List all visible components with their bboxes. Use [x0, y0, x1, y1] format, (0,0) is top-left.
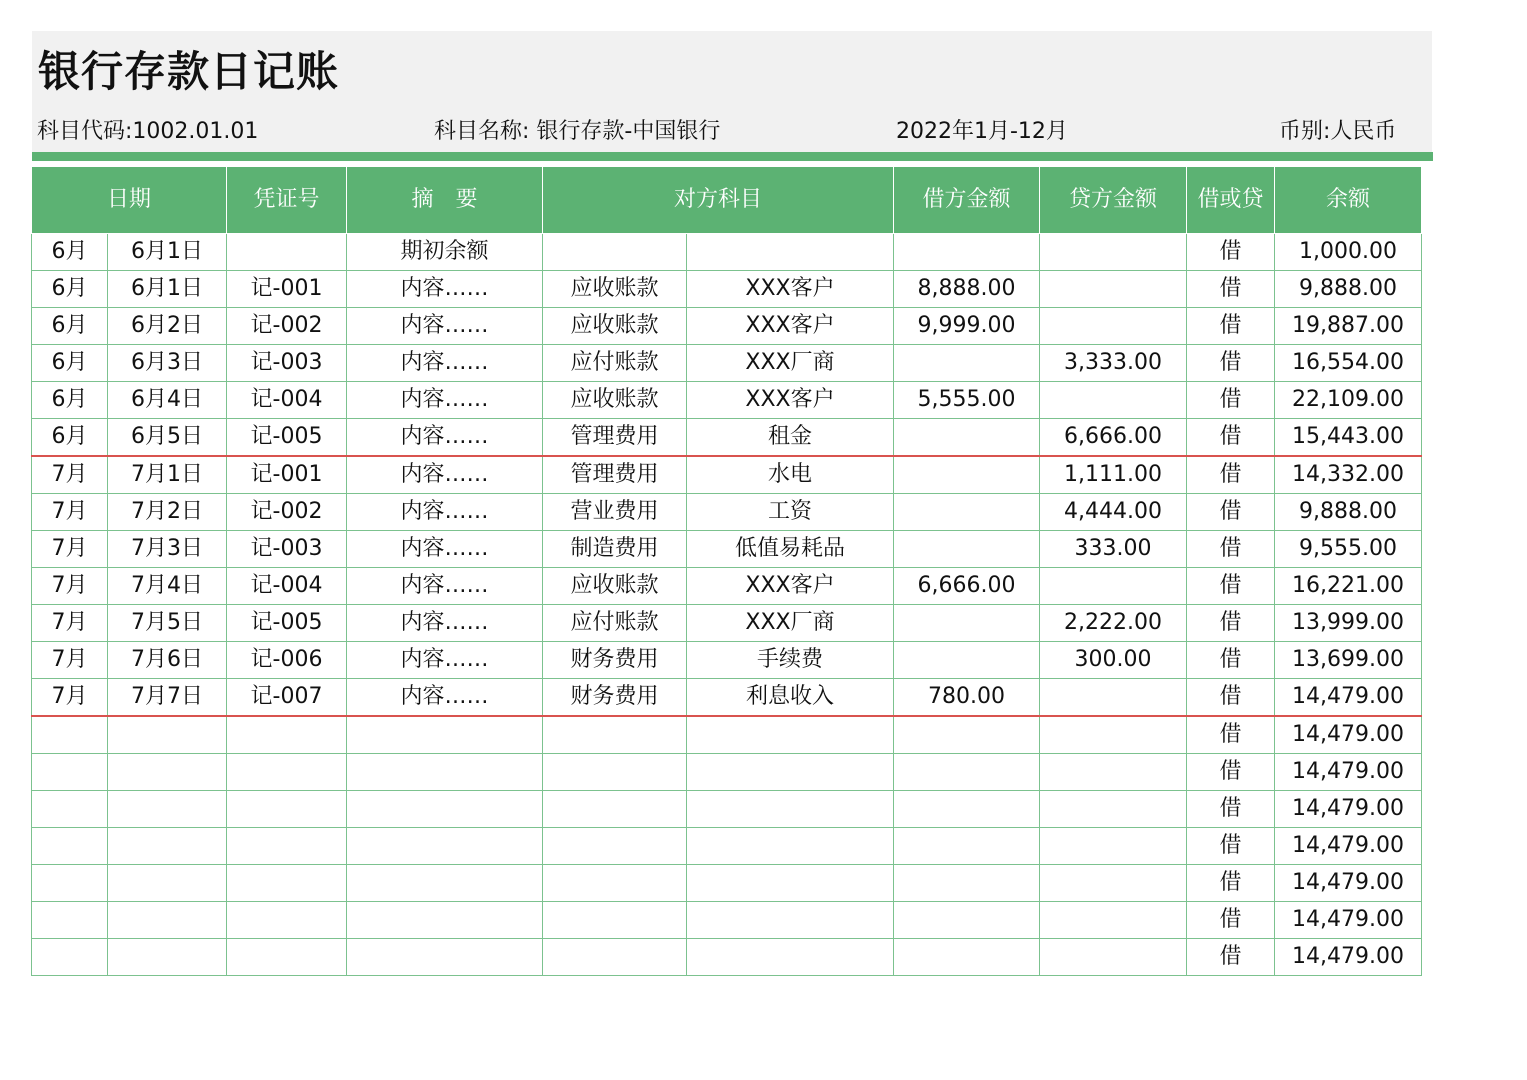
cell-detail: 利息收入	[687, 679, 894, 717]
cell-debit: 5,555.00	[894, 382, 1040, 419]
cell-debit	[894, 345, 1040, 382]
cell-balance: 13,699.00	[1275, 642, 1422, 679]
cell-month	[32, 828, 108, 865]
cell-day	[108, 902, 227, 939]
cell-balance: 19,887.00	[1275, 308, 1422, 345]
cell-summary: 内容……	[347, 382, 543, 419]
cell-detail	[687, 754, 894, 791]
cell-credit	[1040, 754, 1187, 791]
cell-debit	[894, 828, 1040, 865]
cell-direction: 借	[1187, 605, 1275, 642]
cell-month: 7月	[32, 494, 108, 531]
cell-detail: 水电	[687, 456, 894, 494]
table-row	[32, 494, 1422, 531]
ledger-table	[31, 166, 1422, 976]
cell-voucher	[227, 716, 347, 754]
cell-detail	[687, 716, 894, 754]
header-balance: 余额	[1275, 167, 1422, 234]
cell-detail: XXX厂商	[687, 605, 894, 642]
cell-balance: 9,888.00	[1275, 494, 1422, 531]
account-code: 科目代码:1002.01.01	[37, 119, 259, 144]
cell-account: 财务费用	[543, 642, 687, 679]
cell-credit	[1040, 308, 1187, 345]
cell-voucher	[227, 865, 347, 902]
cell-day: 7月4日	[108, 568, 227, 605]
cell-month: 7月	[32, 605, 108, 642]
cell-voucher: 记-001	[227, 271, 347, 308]
cell-balance: 9,888.00	[1275, 271, 1422, 308]
cell-month: 6月	[32, 234, 108, 271]
cell-account	[543, 902, 687, 939]
cell-debit: 9,999.00	[894, 308, 1040, 345]
cell-debit	[894, 791, 1040, 828]
cell-debit	[894, 902, 1040, 939]
cell-day: 6月3日	[108, 345, 227, 382]
table-row	[32, 865, 1422, 902]
cell-day	[108, 939, 227, 976]
cell-summary: 内容……	[347, 271, 543, 308]
cell-voucher: 记-003	[227, 345, 347, 382]
cell-detail: 低值易耗品	[687, 531, 894, 568]
cell-balance: 14,332.00	[1275, 456, 1422, 494]
cell-credit	[1040, 382, 1187, 419]
cell-detail: 租金	[687, 419, 894, 457]
table-row	[32, 271, 1422, 308]
cell-credit	[1040, 716, 1187, 754]
cell-balance: 14,479.00	[1275, 679, 1422, 717]
cell-detail: XXX客户	[687, 568, 894, 605]
cell-detail	[687, 791, 894, 828]
cell-month: 7月	[32, 456, 108, 494]
cell-voucher	[227, 234, 347, 271]
table-row	[32, 679, 1422, 717]
header-summary: 摘 要	[347, 167, 543, 234]
cell-debit	[894, 865, 1040, 902]
cell-day	[108, 828, 227, 865]
cell-detail	[687, 939, 894, 976]
cell-account	[543, 791, 687, 828]
cell-balance: 14,479.00	[1275, 754, 1422, 791]
cell-day: 7月6日	[108, 642, 227, 679]
cell-debit	[894, 716, 1040, 754]
cell-credit	[1040, 271, 1187, 308]
cell-account	[543, 754, 687, 791]
cell-credit: 4,444.00	[1040, 494, 1187, 531]
cell-voucher: 记-007	[227, 679, 347, 717]
cell-summary: 内容……	[347, 308, 543, 345]
cell-account: 应收账款	[543, 382, 687, 419]
cell-day: 6月1日	[108, 234, 227, 271]
cell-account	[543, 716, 687, 754]
header-divider	[32, 152, 1433, 161]
table-row	[32, 939, 1422, 976]
cell-day	[108, 754, 227, 791]
cell-debit	[894, 939, 1040, 976]
cell-detail: XXX客户	[687, 382, 894, 419]
cell-balance: 9,555.00	[1275, 531, 1422, 568]
cell-summary: 内容……	[347, 419, 543, 457]
period: 2022年1月-12月	[896, 119, 1068, 144]
cell-month	[32, 716, 108, 754]
cell-month: 6月	[32, 271, 108, 308]
cell-direction: 借	[1187, 271, 1275, 308]
cell-month	[32, 754, 108, 791]
cell-debit	[894, 642, 1040, 679]
cell-voucher: 记-004	[227, 382, 347, 419]
cell-credit: 333.00	[1040, 531, 1187, 568]
table-row	[32, 419, 1422, 457]
header-credit: 贷方金额	[1040, 167, 1187, 234]
cell-debit	[894, 234, 1040, 271]
cell-direction: 借	[1187, 531, 1275, 568]
cell-account: 应收账款	[543, 568, 687, 605]
cell-day: 7月1日	[108, 456, 227, 494]
cell-direction: 借	[1187, 828, 1275, 865]
cell-account: 应付账款	[543, 345, 687, 382]
cell-voucher: 记-002	[227, 308, 347, 345]
cell-summary	[347, 716, 543, 754]
cell-summary: 内容……	[347, 605, 543, 642]
cell-debit: 6,666.00	[894, 568, 1040, 605]
currency: 币别:人民币	[1279, 119, 1397, 144]
cell-credit	[1040, 939, 1187, 976]
cell-detail	[687, 828, 894, 865]
cell-day: 7月2日	[108, 494, 227, 531]
cell-debit	[894, 494, 1040, 531]
cell-detail	[687, 865, 894, 902]
cell-direction: 借	[1187, 642, 1275, 679]
cell-account: 营业费用	[543, 494, 687, 531]
cell-direction: 借	[1187, 568, 1275, 605]
cell-account: 制造费用	[543, 531, 687, 568]
cell-debit: 8,888.00	[894, 271, 1040, 308]
cell-summary: 内容……	[347, 531, 543, 568]
cell-account: 管理费用	[543, 456, 687, 494]
cell-day	[108, 865, 227, 902]
cell-voucher	[227, 939, 347, 976]
cell-debit	[894, 419, 1040, 457]
cell-summary	[347, 828, 543, 865]
cell-voucher: 记-005	[227, 419, 347, 457]
cell-direction: 借	[1187, 791, 1275, 828]
cell-debit	[894, 531, 1040, 568]
cell-detail: XXX客户	[687, 271, 894, 308]
cell-debit	[894, 605, 1040, 642]
cell-month: 6月	[32, 419, 108, 457]
cell-summary: 期初余额	[347, 234, 543, 271]
cell-credit: 1,111.00	[1040, 456, 1187, 494]
cell-debit: 780.00	[894, 679, 1040, 717]
cell-direction: 借	[1187, 308, 1275, 345]
cell-balance: 22,109.00	[1275, 382, 1422, 419]
cell-day: 6月4日	[108, 382, 227, 419]
cell-summary	[347, 865, 543, 902]
cell-balance: 14,479.00	[1275, 939, 1422, 976]
table-row	[32, 382, 1422, 419]
cell-direction: 借	[1187, 865, 1275, 902]
cell-day: 6月1日	[108, 271, 227, 308]
cell-month	[32, 902, 108, 939]
table-row	[32, 605, 1422, 642]
cell-balance: 14,479.00	[1275, 902, 1422, 939]
cell-month: 6月	[32, 308, 108, 345]
table-row	[32, 568, 1422, 605]
cell-month: 6月	[32, 345, 108, 382]
cell-direction: 借	[1187, 382, 1275, 419]
cell-month	[32, 939, 108, 976]
cell-voucher: 记-003	[227, 531, 347, 568]
cell-direction: 借	[1187, 419, 1275, 457]
cell-direction: 借	[1187, 939, 1275, 976]
cell-balance: 16,554.00	[1275, 345, 1422, 382]
cell-account: 应收账款	[543, 308, 687, 345]
cell-credit: 3,333.00	[1040, 345, 1187, 382]
cell-summary	[347, 791, 543, 828]
cell-credit	[1040, 568, 1187, 605]
cell-voucher: 记-004	[227, 568, 347, 605]
cell-detail	[687, 234, 894, 271]
table-row	[32, 642, 1422, 679]
cell-summary: 内容……	[347, 679, 543, 717]
cell-credit	[1040, 679, 1187, 717]
cell-credit	[1040, 828, 1187, 865]
table-row	[32, 716, 1422, 754]
cell-account: 应付账款	[543, 605, 687, 642]
cell-summary	[347, 902, 543, 939]
cell-summary: 内容……	[347, 568, 543, 605]
header-voucher: 凭证号	[227, 167, 347, 234]
cell-account	[543, 939, 687, 976]
cell-month: 7月	[32, 642, 108, 679]
cell-month: 6月	[32, 382, 108, 419]
table-row	[32, 828, 1422, 865]
cell-summary	[347, 939, 543, 976]
cell-voucher	[227, 828, 347, 865]
account-name: 科目名称: 银行存款-中国银行	[434, 119, 721, 144]
table-header-row	[32, 167, 1422, 234]
cell-day: 7月3日	[108, 531, 227, 568]
cell-day: 7月5日	[108, 605, 227, 642]
cell-voucher	[227, 791, 347, 828]
cell-voucher: 记-005	[227, 605, 347, 642]
header-debit: 借方金额	[894, 167, 1040, 234]
cell-voucher: 记-001	[227, 456, 347, 494]
cell-balance: 16,221.00	[1275, 568, 1422, 605]
cell-month	[32, 865, 108, 902]
cell-credit	[1040, 791, 1187, 828]
header-direction: 借或贷	[1187, 167, 1275, 234]
cell-credit: 300.00	[1040, 642, 1187, 679]
cell-detail: 手续费	[687, 642, 894, 679]
cell-detail	[687, 902, 894, 939]
cell-direction: 借	[1187, 345, 1275, 382]
cell-summary	[347, 754, 543, 791]
cell-detail: XXX厂商	[687, 345, 894, 382]
cell-voucher: 记-002	[227, 494, 347, 531]
cell-day: 7月7日	[108, 679, 227, 717]
cell-credit: 2,222.00	[1040, 605, 1187, 642]
cell-voucher: 记-006	[227, 642, 347, 679]
cell-month: 7月	[32, 531, 108, 568]
table-row	[32, 754, 1422, 791]
table-row	[32, 345, 1422, 382]
cell-balance: 1,000.00	[1275, 234, 1422, 271]
cell-direction: 借	[1187, 754, 1275, 791]
ledger-body	[32, 234, 1422, 976]
cell-detail: XXX客户	[687, 308, 894, 345]
cell-direction: 借	[1187, 234, 1275, 271]
cell-summary: 内容……	[347, 642, 543, 679]
table-row	[32, 234, 1422, 271]
cell-direction: 借	[1187, 456, 1275, 494]
cell-credit	[1040, 234, 1187, 271]
cell-day	[108, 716, 227, 754]
cell-balance: 14,479.00	[1275, 865, 1422, 902]
cell-month	[32, 791, 108, 828]
cell-balance: 14,479.00	[1275, 828, 1422, 865]
cell-direction: 借	[1187, 494, 1275, 531]
cell-debit	[894, 456, 1040, 494]
cell-account	[543, 828, 687, 865]
table-row	[32, 531, 1422, 568]
cell-direction: 借	[1187, 679, 1275, 717]
cell-account: 财务费用	[543, 679, 687, 717]
cell-debit	[894, 754, 1040, 791]
cell-voucher	[227, 754, 347, 791]
cell-detail: 工资	[687, 494, 894, 531]
cell-day	[108, 791, 227, 828]
cell-summary: 内容……	[347, 345, 543, 382]
cell-balance: 14,479.00	[1275, 791, 1422, 828]
cell-credit	[1040, 902, 1187, 939]
table-row	[32, 902, 1422, 939]
cell-month: 7月	[32, 568, 108, 605]
cell-summary: 内容……	[347, 456, 543, 494]
cell-voucher	[227, 902, 347, 939]
table-row	[32, 791, 1422, 828]
cell-account	[543, 865, 687, 902]
cell-account: 管理费用	[543, 419, 687, 457]
cell-account: 应收账款	[543, 271, 687, 308]
cell-summary: 内容……	[347, 494, 543, 531]
table-row	[32, 456, 1422, 494]
cell-direction: 借	[1187, 902, 1275, 939]
table-row	[32, 308, 1422, 345]
cell-balance: 15,443.00	[1275, 419, 1422, 457]
cell-direction: 借	[1187, 716, 1275, 754]
cell-credit: 6,666.00	[1040, 419, 1187, 457]
cell-balance: 13,999.00	[1275, 605, 1422, 642]
cell-day: 6月5日	[108, 419, 227, 457]
header-counter-account: 对方科目	[543, 167, 894, 234]
cell-balance: 14,479.00	[1275, 716, 1422, 754]
cell-month: 7月	[32, 679, 108, 717]
cell-credit	[1040, 865, 1187, 902]
cell-day: 6月2日	[108, 308, 227, 345]
cell-account	[543, 234, 687, 271]
page-title: 银行存款日记账	[38, 47, 340, 96]
header-date: 日期	[32, 167, 227, 234]
